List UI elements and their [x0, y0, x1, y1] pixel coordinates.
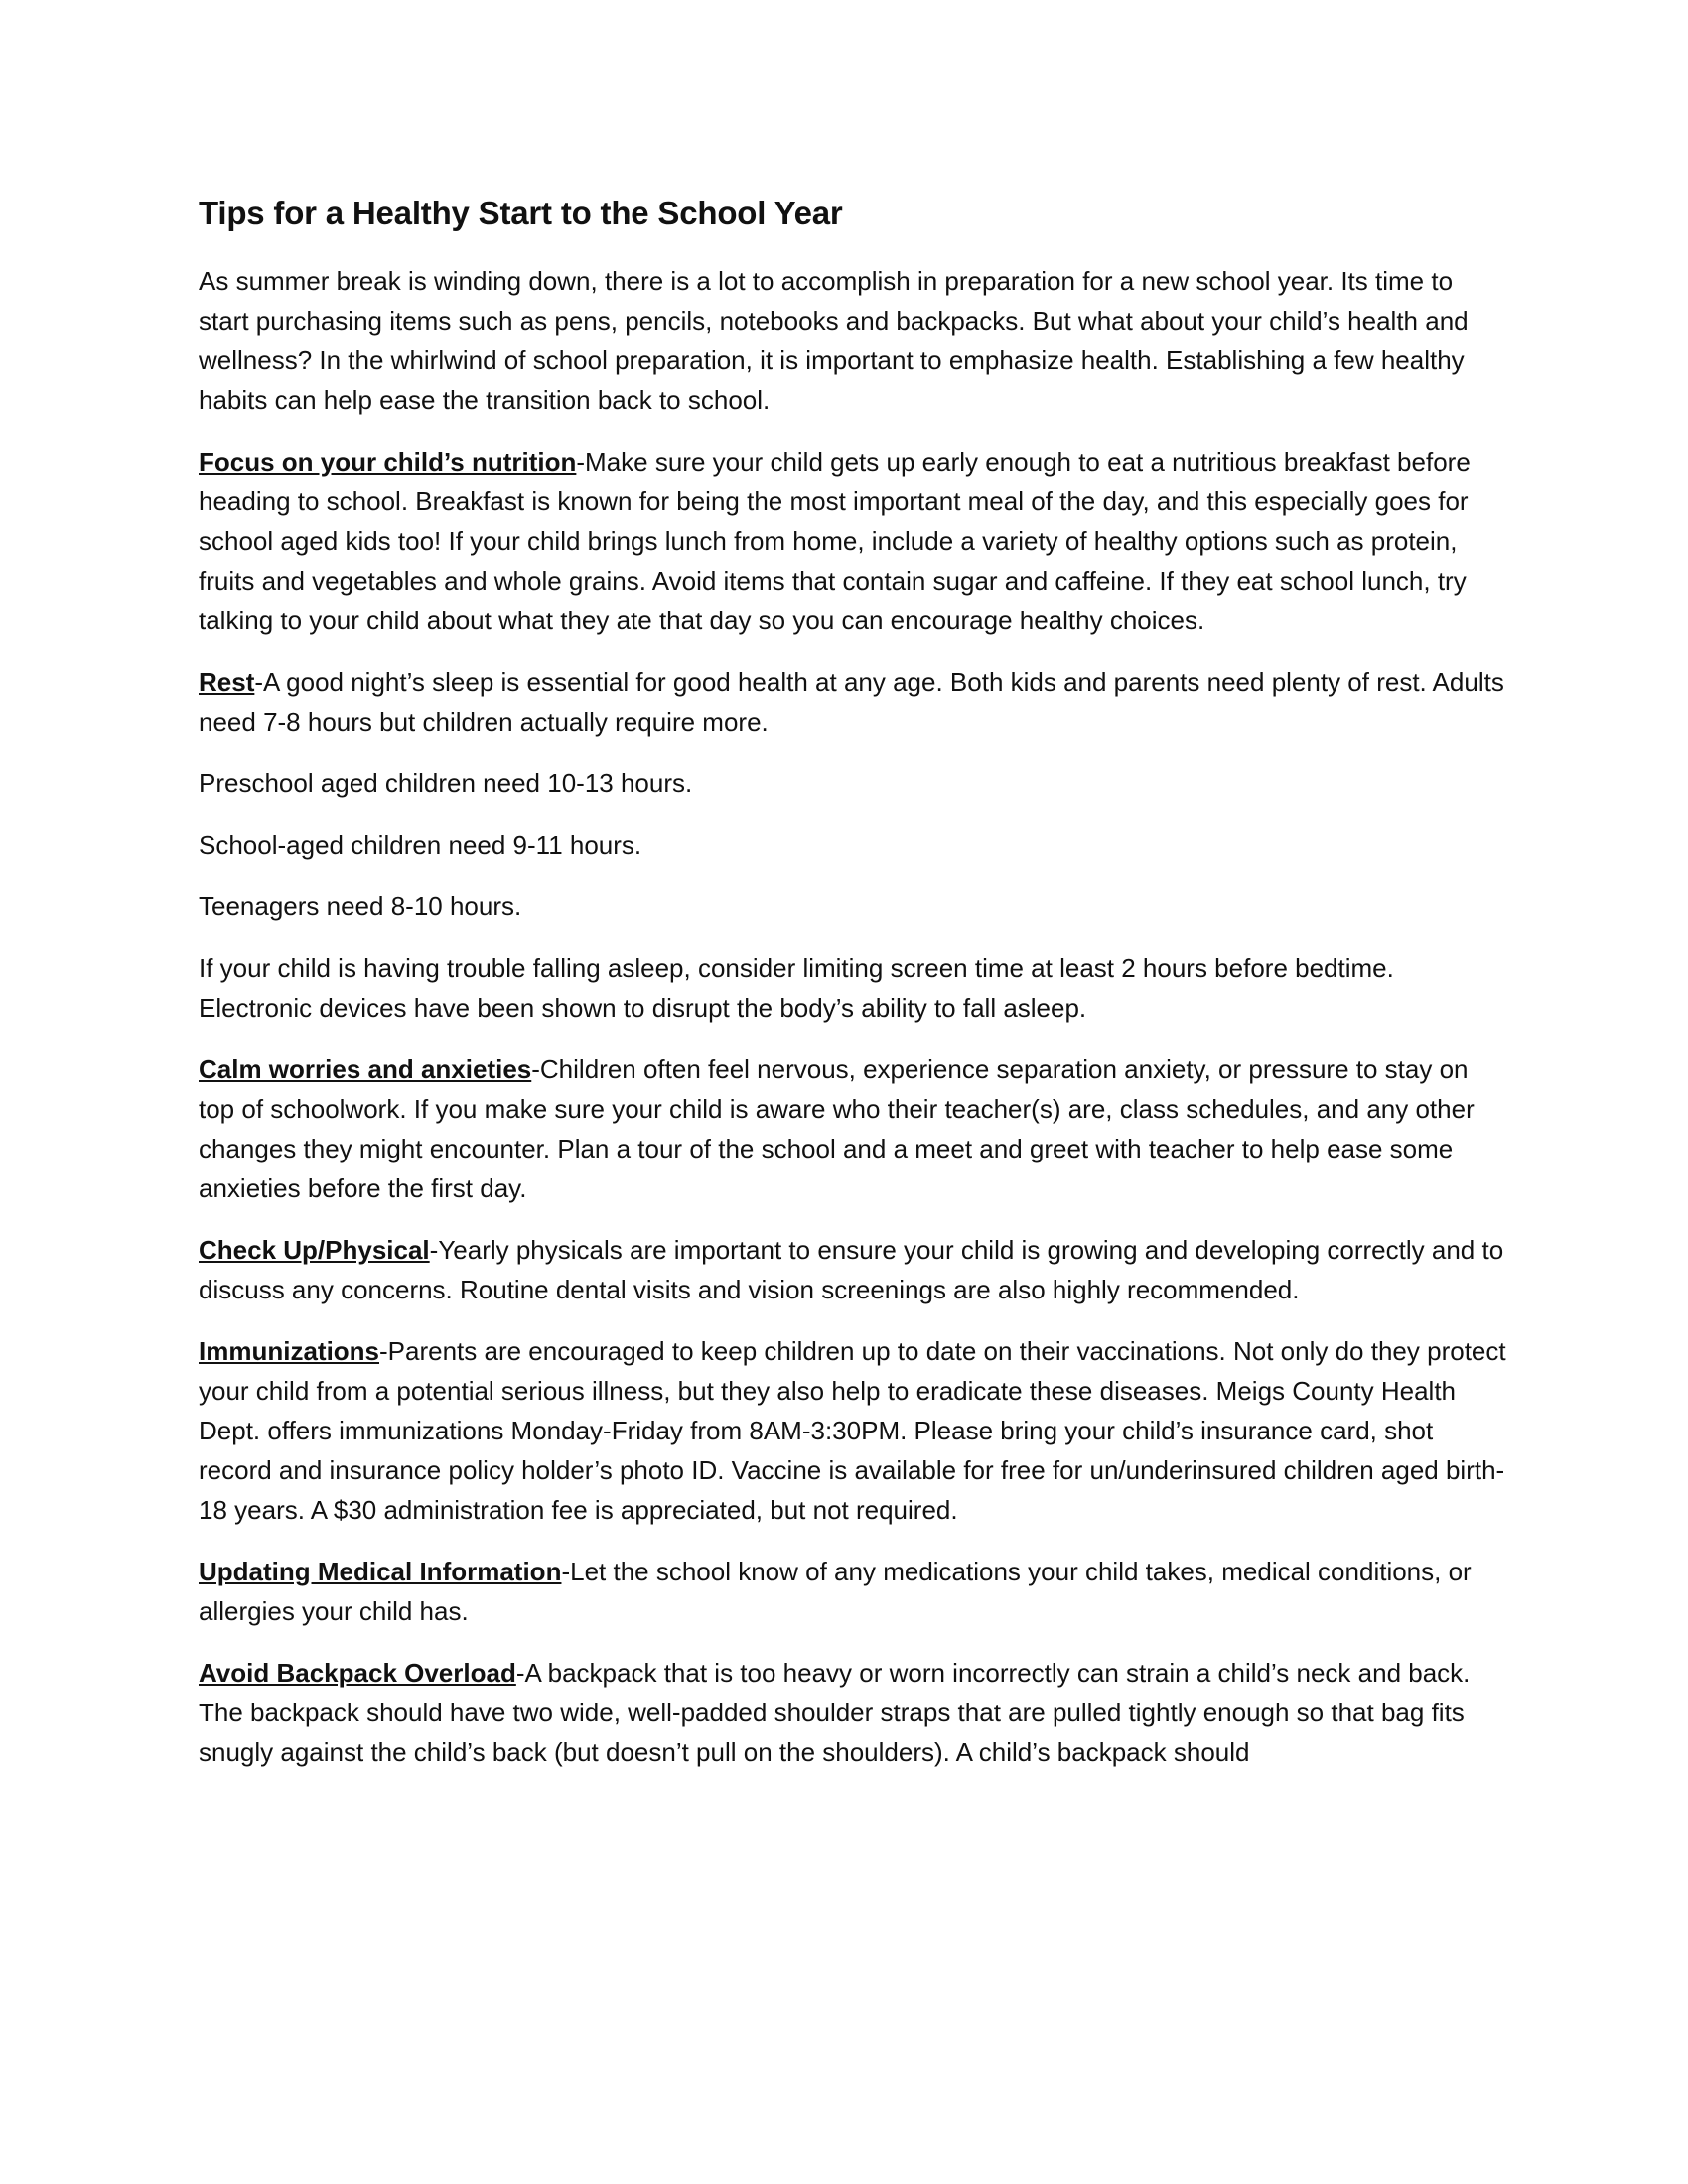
- checkup-paragraph: [199, 1230, 1509, 1309]
- medical-heading: Updating Medical Information: [199, 1556, 562, 1586]
- backpack-body: -A backpack that is too heavy or worn incorrectly can strain a child’s neck and back. The backpack should have two wide, well-padded shoulder straps that are pulled tightly enough so that bag fits snugly against the child’s back (but doesn’t pull on the shoulders). A child’s backpack should: [199, 1657, 1471, 1767]
- rest-teenagers: Teenagers need 8-10 hours.: [199, 890, 522, 921]
- worries-body: -Children often feel nervous, experience separation anxiety, or pressure to stay on top of schoolwork. If you make sure your child is aware who their teacher(s) are, class schedules, and any other changes they might encounter. Plan a tour of the school and a meet and greet with teacher to help ease some anxieties before the first day.: [199, 1053, 1475, 1203]
- medical-paragraph: [199, 1552, 1509, 1631]
- document-page: [199, 194, 1509, 1794]
- checkup-body: -Yearly physicals are important to ensure your child is growing and developing correctly and to discuss any concerns. Routine dental visits and vision screenings are also highly recommended.: [199, 1234, 1504, 1304]
- rest-paragraph: [199, 662, 1509, 742]
- backpack-paragraph: [199, 1653, 1509, 1772]
- rest-preschool: Preschool aged children need 10-13 hours.: [199, 767, 693, 798]
- nutrition-heading: Focus on your child’s nutrition: [199, 446, 577, 477]
- checkup-heading: Check Up/Physical: [199, 1234, 430, 1265]
- immunizations-body: -Parents are encouraged to keep children up to date on their vaccinations. Not only do they protect your child from a potential serious illness, but they also help to eradicate these diseases. Meigs County Health Dept. offers immunizations Monday-Friday from 8AM-3:30PM. Please bring your child’s insurance card, shot record and insurance policy holder’s photo ID. Vaccine is available for free for un/underinsured children aged birth-18 years. A $30 administration fee is appreciated, but not required.: [199, 1335, 1506, 1525]
- rest-body: -A good night’s sleep is essential for good health at any age. Both kids and parents need plenty of rest. Adults need 7-8 hours but children actually require more.: [199, 666, 1504, 737]
- immunizations-heading: Immunizations: [199, 1335, 380, 1366]
- intro-paragraph: As summer break is winding down, there is a lot to accomplish in preparation for a new school year. Its time to start purchasing items such as pens, pencils, notebooks and backpacks. But what about your child’s health and wellness? In the whirlwind of school preparation, it is important to emphasize health. Establishing a few healthy habits can help ease the transition back to school.: [199, 265, 1469, 415]
- document-title: Tips for a Healthy Start to the School Year: [199, 195, 843, 231]
- medical-body: -Let the school know of any medications your child takes, medical conditions, or allergies your child has.: [199, 1556, 1472, 1626]
- backpack-heading: Avoid Backpack Overload: [199, 1657, 516, 1688]
- rest-heading: Rest: [199, 666, 255, 697]
- worries-heading: Calm worries and anxieties: [199, 1053, 532, 1084]
- rest-school-aged: School-aged children need 9-11 hours.: [199, 829, 642, 860]
- nutrition-paragraph: [199, 442, 1509, 640]
- worries-paragraph: [199, 1049, 1509, 1208]
- nutrition-body: -Make sure your child gets up early enough to eat a nutritious breakfast before heading to school. Breakfast is known for being the most important meal of the day, and this especially goes for school aged kids too! If your child brings lunch from home, include a variety of healthy options such as protein, fruits and vegetables and whole grains. Avoid items that contain sugar and caffeine. If they eat school lunch, try talking to your child about what they ate that day so you can encourage healthy choices.: [199, 446, 1471, 635]
- immunizations-paragraph: [199, 1331, 1509, 1530]
- rest-screen-time: If your child is having trouble falling asleep, consider limiting screen time at least 2 hours before bedtime. Electronic devices have been shown to disrupt the body’s ability to fall asleep.: [199, 952, 1394, 1023]
